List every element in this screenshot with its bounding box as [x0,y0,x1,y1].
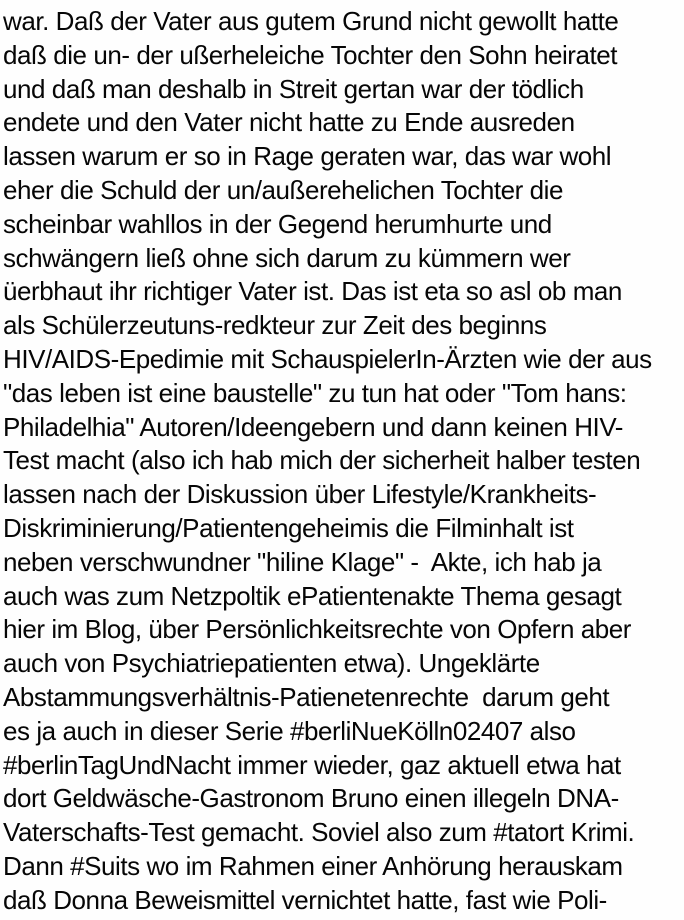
text-line: HIV/AIDS-Epedimie mit SchauspielerIn-Ärzten wie der aus [3,343,652,374]
text-line: als Schülerzeutuns-redkteur zur Zeit des beginns [3,310,547,341]
text-line: eher die Schuld der un/außerehelichen Tochter die [3,174,563,205]
text-line: #berlinTagUndNacht immer wieder, gaz aktuell etwa hat [3,749,621,780]
text-line: war. Daß der Vater aus gutem Grund nicht gewollt hatte [3,6,619,36]
text-line: lassen warum er so in Rage geraten war, das war wohl [3,141,612,172]
text-line: daß die un- der ußerheleiche Tochter den Sohn heiratet [3,39,618,70]
text-line: Vaterschafts-Test gemacht. Soviel also zum #tatort Krimi. [3,817,635,848]
text-line: es ja auch in dieser Serie #berliNueKölln02407 also [3,715,576,746]
text-line: scheinbar wahllos in der Gegend herumhurte und [3,208,552,239]
text-line: und daß man deshalb in Streit gertan war der tödlich [3,73,584,104]
text-line: neben verschwundner "hiline Klage" - Akte, ich hab ja [3,546,602,577]
text-line: "das leben ist eine baustelle" zu tun hat oder "Tom hans: [3,377,627,408]
text-line: schwängern ließ ohne sich darum zu kümmern wer [3,242,571,273]
text-line: hier im Blog, über Persönlichkeitsrechte von Opfern aber [3,614,632,645]
text-line: Abstammungsverhältnis-Patienetenrechte darum geht [3,681,610,712]
text-line: Test macht (also ich hab mich der sicherheit halber testen [3,445,641,476]
text-line: endete und den Vater nicht hatte zu Ende ausreden [3,107,575,138]
text-line: Diskriminierung/Patientengeheimis die Filminhalt ist [3,512,574,543]
text-line: auch was zum Netzpoltik ePatientenakte Thema gesagt [3,580,622,611]
text-line: daß Donna Beweismittel vernichtet hatte, fast wie Poli- [3,884,607,915]
text-line: lassen nach der Diskussion über Lifestyle/Krankheits- [3,479,597,510]
text-line: auch von Psychiatriepatienten etwa). Ungeklärte [3,648,540,679]
text-line: Philadelhia" Autoren/Ideengebern und dann keinen HIV- [3,411,623,442]
text-line: üerbhaut ihr richtiger Vater ist. Das ist eta so asl ob man [3,276,622,307]
text-line: Dann #Suits wo im Rahmen einer Anhörung herauskam [3,850,623,881]
text-line: dort Geldwäsche-Gastronom Bruno einen illegeln DNA- [3,783,619,814]
